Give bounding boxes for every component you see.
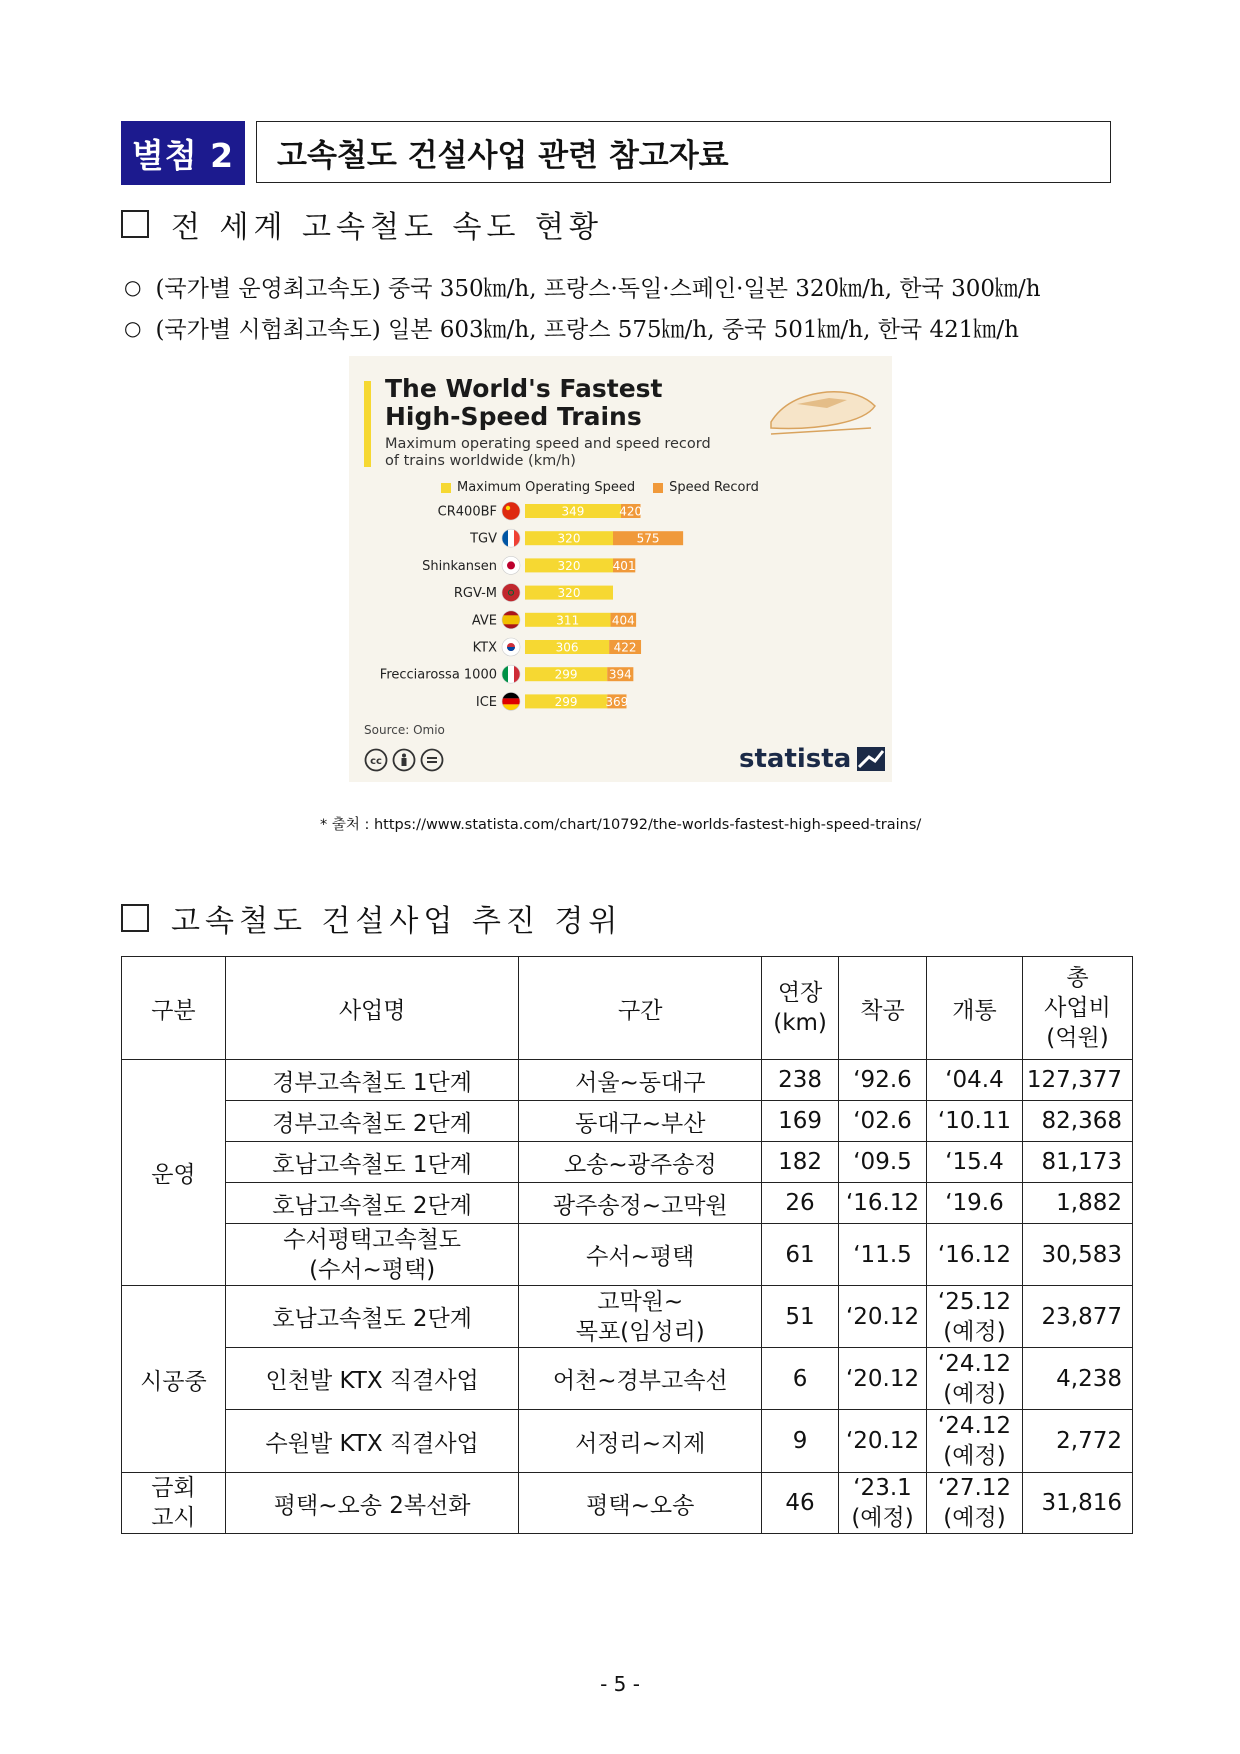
bar-value-operating: 311 [556, 613, 580, 628]
length-cell: 182 [762, 1142, 839, 1183]
section-cell: 광주송정~고막원 [519, 1183, 762, 1224]
flag-icon-japan [502, 556, 520, 574]
start-date-cell: ‘20.12 [839, 1410, 927, 1473]
chart-subtitle-line2: of trains worldwide (km/h) [385, 453, 576, 469]
open-date-cell: ‘24.12 (예정) [927, 1410, 1023, 1473]
section1-heading-text: 전 세계 고속철도 속도 현황 [171, 210, 603, 245]
total-cost-cell: 30,583 [1022, 1224, 1132, 1286]
table-row [122, 1348, 1133, 1410]
category-label: Shinkansen [422, 558, 497, 574]
column-header: 구분 [122, 957, 226, 1060]
bar-plot [349, 356, 892, 782]
open-date-cell: ‘04.4 [927, 1060, 1023, 1101]
length-cell: 51 [762, 1286, 839, 1348]
category-label: ICE [475, 694, 497, 710]
project-name-cell: 경부고속철도 2단계 [225, 1101, 519, 1142]
category-label: RGV-M [453, 586, 497, 602]
chart-title-line2: High-Speed Trains [385, 402, 642, 431]
bar-value-record: 422 [613, 640, 637, 655]
statista-logo [739, 744, 885, 774]
circle-bullet-icon: ○ [124, 274, 142, 299]
group-label-cell: 금회 고시 [122, 1473, 226, 1534]
length-cell: 61 [762, 1224, 839, 1286]
section-cell: 고막원~ 목포(임성리) [519, 1286, 762, 1348]
section-cell: 수서~평택 [519, 1224, 762, 1286]
table-row [122, 1060, 1133, 1101]
total-cost-cell: 31,816 [1022, 1473, 1132, 1534]
category-label: CR400BF [437, 504, 497, 520]
open-date-cell: ‘24.12 (예정) [927, 1348, 1023, 1410]
brand-text: statista [739, 744, 852, 774]
total-cost-cell: 81,173 [1022, 1142, 1132, 1183]
svg-text:cc: cc [370, 756, 382, 767]
chart-title-line1: The World's Fastest [385, 374, 663, 403]
group-label-cell: 시공중 [122, 1286, 226, 1473]
category-label: AVE [471, 613, 497, 629]
section2-heading-text: 고속철도 건설사업 추진 경위 [171, 904, 623, 939]
section-cell: 동대구~부산 [519, 1101, 762, 1142]
length-cell: 238 [762, 1060, 839, 1101]
section-cell: 서울~동대구 [519, 1060, 762, 1101]
chart-source: Source: Omio [364, 723, 445, 737]
bullet-test-speed [124, 311, 1019, 344]
table-row [122, 1142, 1133, 1183]
bar-value-operating: 299 [554, 667, 578, 682]
project-name-cell: 수원발 KTX 직결사업 [225, 1410, 519, 1473]
open-date-cell: ‘19.6 [927, 1183, 1023, 1224]
column-header: 연장 (km) [762, 957, 839, 1060]
column-header: 개통 [927, 957, 1023, 1060]
open-date-cell: ‘27.12 (예정) [927, 1473, 1023, 1534]
section2-heading [121, 896, 622, 940]
project-name-cell: 경부고속철도 1단계 [225, 1060, 519, 1101]
open-date-cell: ‘10.11 [927, 1101, 1023, 1142]
bar-value-record: 404 [611, 613, 635, 628]
start-date-cell: ‘02.6 [839, 1101, 927, 1142]
checkbox-square-icon [121, 210, 149, 238]
bar-value-record: 575 [636, 531, 660, 546]
section-cell: 서정리~지제 [519, 1410, 762, 1473]
legend-label-operating: Maximum Operating Speed [457, 480, 636, 495]
flag-icon-morocco [502, 584, 520, 602]
project-history-table [121, 956, 1133, 1534]
chart-source-note: * 출처 : https://www.statista.com/chart/10792/the-worlds-fastest-high-speed-trains/ [320, 817, 922, 833]
bar-value-operating: 320 [557, 531, 581, 546]
speed-chart [349, 356, 892, 782]
bullet-text: (국가별 시험최고속도) 일본 603㎞/h, 프랑스 575㎞/h, 중국 501㎞/h, 한국 421㎞/h [155, 317, 1019, 343]
table-header-row [122, 957, 1133, 1060]
bar-value-operating: 306 [555, 640, 579, 655]
flag-icon-italy [502, 665, 520, 683]
length-cell: 46 [762, 1473, 839, 1534]
column-header: 착공 [839, 957, 927, 1060]
bar-value-operating: 299 [554, 694, 578, 709]
total-cost-cell: 4,238 [1022, 1348, 1132, 1410]
bar-value-operating: 320 [557, 558, 581, 573]
flag-icon-germany [502, 692, 520, 710]
table-row [122, 1286, 1133, 1348]
start-date-cell: ‘20.12 [839, 1286, 927, 1348]
length-cell: 9 [762, 1410, 839, 1473]
attachment-tag: 별첨 2 [121, 121, 245, 185]
start-date-cell: ‘16.12 [839, 1183, 927, 1224]
flag-icon-spain [502, 611, 520, 629]
document-title: 고속철도 건설사업 관련 참고자료 [256, 121, 1111, 183]
open-date-cell: ‘15.4 [927, 1142, 1023, 1183]
flag-icon-china [502, 502, 520, 520]
cc-icon [364, 748, 388, 772]
table-row [122, 1183, 1133, 1224]
category-label: Frecciarossa 1000 [379, 667, 497, 683]
open-date-cell: ‘25.12 (예정) [927, 1286, 1023, 1348]
table-row [122, 1224, 1133, 1286]
total-cost-cell: 23,877 [1022, 1286, 1132, 1348]
bar-value-record: 369 [605, 694, 629, 709]
section-cell: 평택~오송 [519, 1473, 762, 1534]
category-label: KTX [472, 640, 497, 656]
license-icons [364, 748, 444, 772]
column-header: 사업명 [225, 957, 519, 1060]
project-name-cell: 수서평택고속철도 (수서~평택) [225, 1224, 519, 1286]
statista-mark-icon [857, 747, 885, 771]
length-cell: 26 [762, 1183, 839, 1224]
section-cell: 오송~광주송정 [519, 1142, 762, 1183]
section-cell: 어천~경부고속선 [519, 1348, 762, 1410]
start-date-cell: ‘23.1 (예정) [839, 1473, 927, 1534]
start-date-cell: ‘20.12 [839, 1348, 927, 1410]
bar-value-record: 420 [619, 504, 643, 519]
start-date-cell: ‘11.5 [839, 1224, 927, 1286]
bullet-text: (국가별 운영최고속도) 중국 350㎞/h, 프랑스·독일·스페인·일본 320㎞/h, 한국 300㎞/h [155, 276, 1041, 302]
total-cost-cell: 2,772 [1022, 1410, 1132, 1473]
chart-subtitle-line1: Maximum operating speed and speed record [385, 436, 711, 452]
total-cost-cell: 1,882 [1022, 1183, 1132, 1224]
length-cell: 6 [762, 1348, 839, 1410]
table-row [122, 1410, 1133, 1473]
start-date-cell: ‘92.6 [839, 1060, 927, 1101]
total-cost-cell: 82,368 [1022, 1101, 1132, 1142]
bullet-operating-speed [124, 270, 1041, 303]
start-date-cell: ‘09.5 [839, 1142, 927, 1183]
project-name-cell: 호남고속철도 2단계 [225, 1183, 519, 1224]
project-name-cell: 인천발 KTX 직결사업 [225, 1348, 519, 1410]
project-name-cell: 호남고속철도 2단계 [225, 1286, 519, 1348]
bar-value-operating: 320 [557, 586, 581, 601]
legend-label-record: Speed Record [669, 480, 759, 495]
bar-value-record: 394 [608, 667, 632, 682]
total-cost-cell: 127,377 [1022, 1060, 1132, 1101]
flag-icon-france [502, 529, 520, 547]
page-number: - 5 - [600, 1672, 640, 1696]
project-name-cell: 호남고속철도 1단계 [225, 1142, 519, 1183]
by-icon [392, 748, 416, 772]
section1-heading [121, 202, 603, 246]
nd-icon [420, 748, 444, 772]
category-label: TGV [470, 531, 497, 547]
table-row [122, 1101, 1133, 1142]
checkbox-square-icon [121, 904, 149, 932]
bar-value-operating: 349 [561, 504, 585, 519]
bar-value-record: 401 [612, 558, 636, 573]
column-header: 총 사업비 (억원) [1022, 957, 1132, 1060]
column-header: 구간 [519, 957, 762, 1060]
flag-icon-korea [502, 638, 520, 656]
table-row [122, 1473, 1133, 1534]
circle-bullet-icon: ○ [124, 315, 142, 340]
project-name-cell: 평택~오송 2복선화 [225, 1473, 519, 1534]
length-cell: 169 [762, 1101, 839, 1142]
open-date-cell: ‘16.12 [927, 1224, 1023, 1286]
group-label-cell: 운영 [122, 1060, 226, 1286]
